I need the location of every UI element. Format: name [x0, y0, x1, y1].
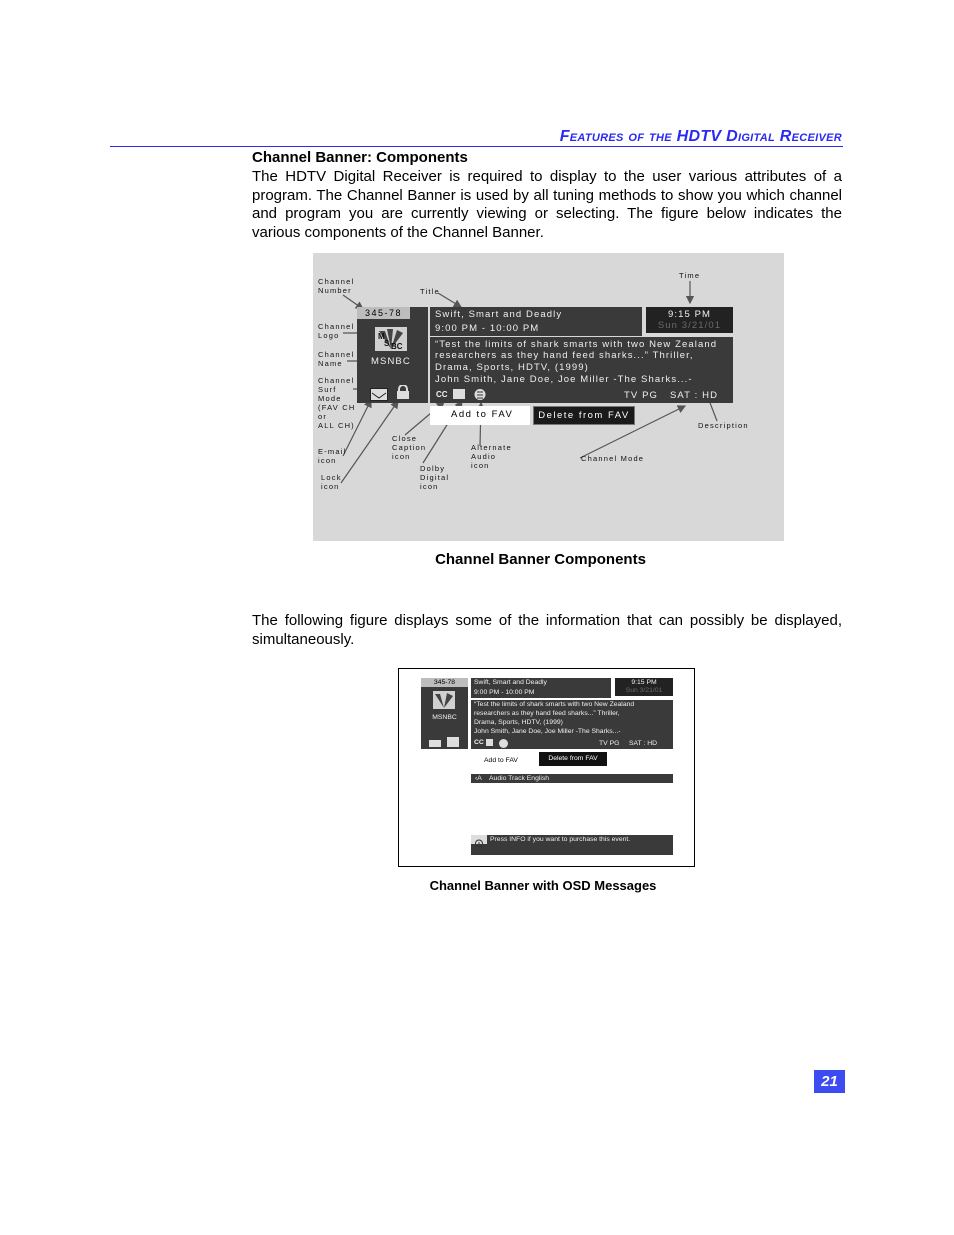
channel-name: MSNBC: [371, 356, 411, 367]
svg-text:BC: BC: [391, 342, 403, 351]
program-time-2: 9:00 PM - 10:00 PM: [474, 689, 535, 696]
desc-line-3: Drama, Sports, HDTV, (1999): [435, 362, 589, 373]
dolby-digital-icon-2: [499, 739, 508, 748]
add-to-fav-button[interactable]: Add to FAV: [430, 406, 530, 425]
label-channel-name: Channel Name: [318, 350, 355, 368]
figure2-caption: Channel Banner with OSD Messages: [429, 878, 657, 893]
desc2-line-1: “Test the limits of shark smarts with two New Zealand: [474, 701, 635, 708]
peacock-logo-icon-2: [433, 691, 455, 709]
channel-number: 345-78: [357, 307, 410, 319]
label-channel-number: Channel Number: [318, 277, 355, 295]
desc-line-4: John Smith, Jane Doe, Joe Miller -The Sharks...-: [435, 374, 693, 385]
channel-number-2: 345-78: [421, 678, 468, 687]
lock-icon-2: [447, 737, 459, 747]
email-icon-2: [429, 740, 441, 747]
label-dolby-icon: Dolby Digital icon: [420, 464, 450, 491]
time-2: 9:15 PM: [631, 679, 657, 686]
channel-panel: [357, 307, 428, 403]
close-caption-icon: [453, 389, 465, 399]
rating: TV PG: [624, 390, 659, 401]
label-surf-mode: Channel Surf Mode (FAV CH or ALL CH): [318, 376, 356, 430]
header-rule: [110, 146, 843, 147]
section-heading: Channel Banner: Components: [252, 149, 468, 166]
date-2: Sun 3/21/01: [625, 687, 663, 694]
current-time: 9:15 PM: [667, 309, 712, 320]
desc-line-1: “Test the limits of shark smarts with two New Zealand: [435, 339, 718, 350]
lock-icon: [395, 385, 411, 399]
peacock-icon: [375, 327, 407, 351]
close-caption-icon-2: [486, 739, 493, 746]
channel-name-2: MSNBC: [432, 714, 457, 721]
label-channel-logo: Channel Logo: [318, 322, 355, 340]
intro-paragraph: The HDTV Digital Receiver is required to display to the user various attributes of a program. The Channel Banner is used by all tuning methods to show you which channel and program you are currently viewing or selecting. The figure below indicates the various components of the Channel Banner.: [252, 168, 842, 242]
svg-text:M: M: [378, 332, 385, 341]
email-icon: [370, 388, 388, 401]
label-alt-audio-icon: Alternate Audio icon: [471, 443, 512, 470]
figure1-caption: Channel Banner Components: [435, 551, 646, 568]
add-to-fav-button-2[interactable]: Add to FAV: [484, 757, 518, 764]
channel-mode-2: SAT : HD: [629, 740, 658, 747]
cc-label-2: CC: [474, 739, 484, 746]
running-header: Features of the HDTV Digital Receiver: [559, 128, 842, 145]
audio-track-icon: ‹A: [475, 775, 482, 782]
program-time: 9:00 PM - 10:00 PM: [435, 323, 540, 334]
info-text: Press INFO if you want to purchase this event.: [490, 836, 631, 843]
channel-logo: [375, 327, 407, 351]
channel-banner-figure: [313, 253, 784, 541]
delete-from-fav-button[interactable]: Delete from FAV: [533, 406, 635, 425]
label-close-caption-icon: Close Caption icon: [392, 434, 427, 461]
label-title: Title: [420, 287, 440, 296]
osd-banner-figure: [398, 668, 695, 867]
current-date: Sun 3/21/01: [657, 320, 722, 331]
label-email-icon: E-mail icon: [318, 447, 347, 465]
audio-track-text: Audio Track English: [489, 775, 550, 782]
program-title-2: Swift, Smart and Deadly: [474, 679, 547, 686]
desc2-line-4: John Smith, Jane Doe, Joe Miller -The Sharks...-: [474, 728, 621, 735]
svg-text:S: S: [384, 339, 390, 348]
label-channel-mode: Channel Mode: [581, 454, 645, 463]
page-number: 21: [814, 1070, 845, 1093]
label-time: Time: [679, 271, 701, 280]
rating-2: TV PG: [599, 740, 620, 747]
cc-label: CC: [436, 390, 448, 399]
desc2-line-3: Drama, Sports, HDTV, (1999): [474, 719, 563, 726]
info-icon: [471, 835, 487, 844]
channel-mode: SAT : HD: [670, 390, 719, 401]
label-lock-icon: Lock icon: [321, 473, 342, 491]
dolby-digital-icon: [473, 388, 489, 401]
program-title: Swift, Smart and Deadly: [435, 309, 563, 320]
desc-line-2: researchers as they hand feed sharks...” Thriller,: [435, 350, 694, 361]
desc2-line-2: researchers as they hand feed sharks...” Thriller,: [474, 710, 620, 717]
label-description: Description: [698, 421, 749, 430]
second-paragraph: The following figure displays some of the information that can possibly be displayed, simultaneously.: [252, 612, 842, 648]
delete-from-fav-button-2[interactable]: Delete from FAV: [539, 752, 607, 766]
